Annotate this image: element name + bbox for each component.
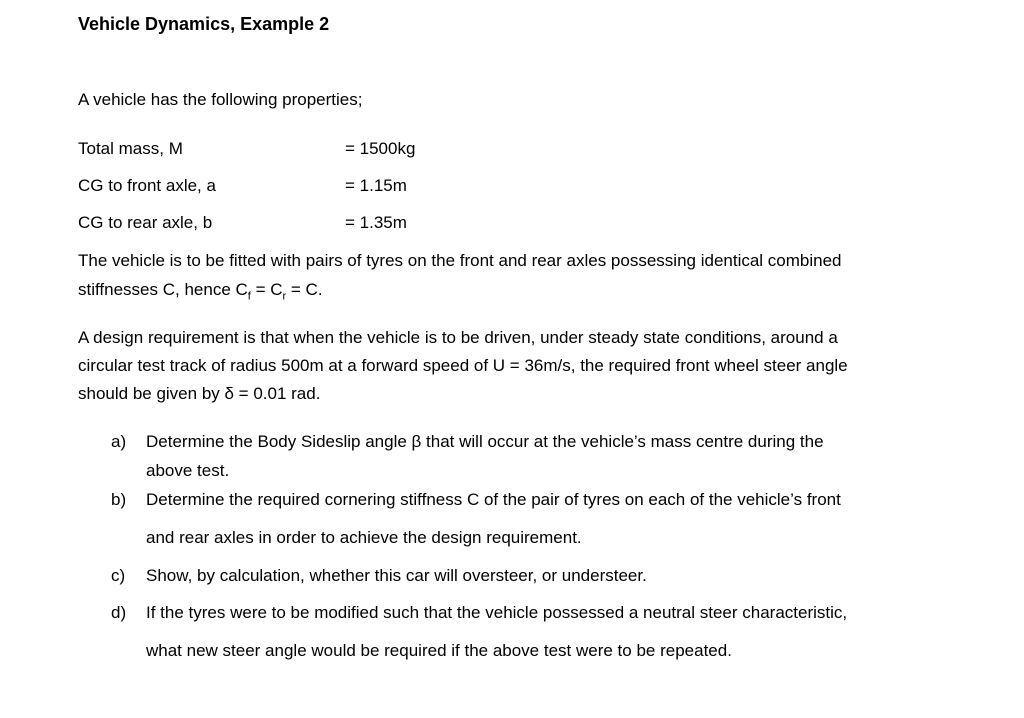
question-marker-b: b) <box>111 490 127 509</box>
question-d-line-1: If the tyres were to be modified such that the vehicle possessed a neutral steer characteristic, <box>146 603 848 622</box>
design-paragraph-line-1: A design requirement is that when the vehicle is to be driven, under steady state conditions, around a <box>78 328 838 347</box>
question-c-line-1: Show, by calculation, whether this car will oversteer, or understeer. <box>146 566 647 585</box>
question-b-line-2: and rear axles in order to achieve the design requirement. <box>146 528 582 547</box>
property-label-cg-front: CG to front axle, a <box>78 176 216 195</box>
question-marker-c: c) <box>111 566 126 585</box>
property-value-cg-front: = 1.15m <box>345 176 407 195</box>
tyre-paragraph-line-2 <box>78 280 323 302</box>
property-value-cg-rear: = 1.35m <box>345 213 407 232</box>
tyre-line-prefix: stiffnesses C, hence C <box>78 280 248 299</box>
subscript-r: r <box>282 290 287 303</box>
design-paragraph-line-2: circular test track of radius 500m at a forward speed of U = 36m/s, the required front wheel steer angle <box>78 356 848 375</box>
subscript-f: f <box>247 290 251 303</box>
document-title: Vehicle Dynamics, Example 2 <box>78 14 330 34</box>
tyre-line-suffix: = C. <box>286 280 323 299</box>
property-label-total-mass: Total mass, M <box>78 139 183 158</box>
question-a-line-1: Determine the Body Sideslip angle β that will occur at the vehicle’s mass centre during the <box>146 432 824 451</box>
property-value-total-mass: = 1500kg <box>345 139 416 158</box>
question-a-line-2: above test. <box>146 461 230 480</box>
tyre-paragraph-line-1: The vehicle is to be fitted with pairs of tyres on the front and rear axles possessing identical combined <box>78 251 842 270</box>
question-d-line-2: what new steer angle would be required if the above test were to be repeated. <box>146 641 732 660</box>
question-b-line-1: Determine the required cornering stiffness C of the pair of tyres on each of the vehicle’s front <box>146 490 841 509</box>
design-paragraph-line-3: should be given by δ = 0.01 rad. <box>78 384 321 403</box>
tyre-line-mid: = C <box>250 280 283 299</box>
question-marker-d: d) <box>111 603 127 622</box>
question-marker-a: a) <box>111 432 127 451</box>
intro-text: A vehicle has the following properties; <box>78 90 363 109</box>
property-label-cg-rear: CG to rear axle, b <box>78 213 213 232</box>
